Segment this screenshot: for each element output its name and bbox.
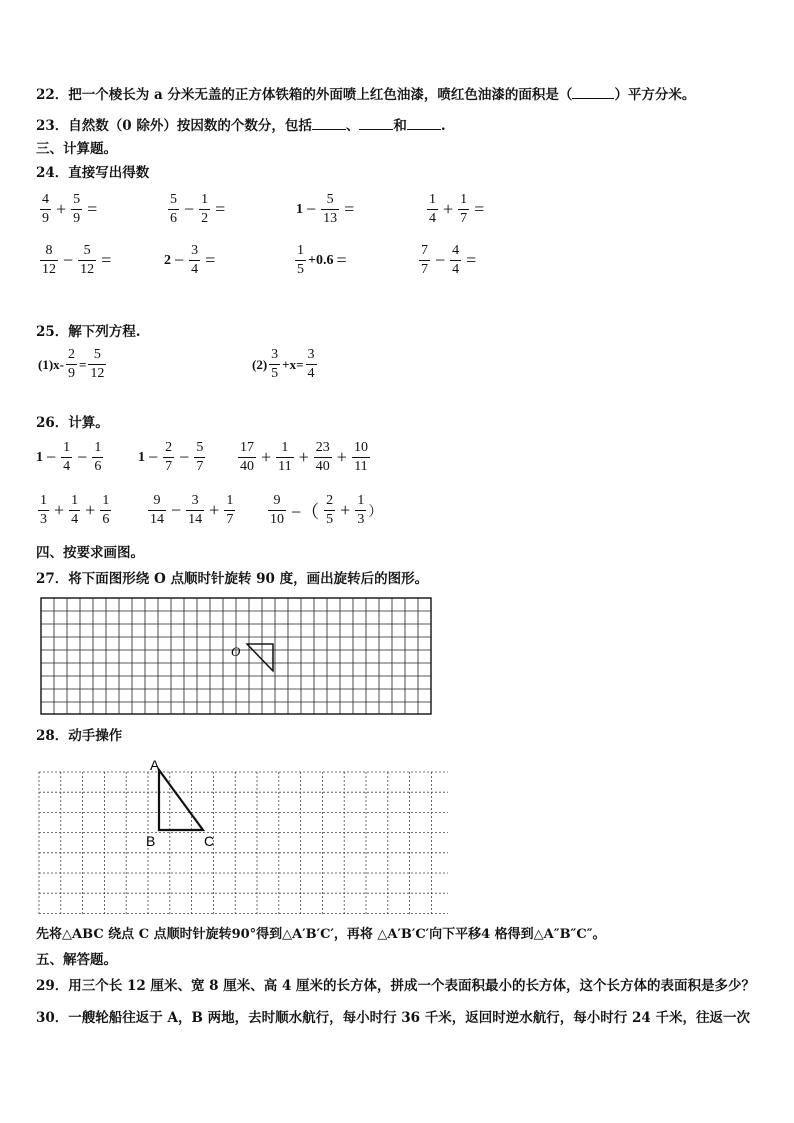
calc-item: $\frac{7}{7}$ − $\frac{4}{4}$ = [421,243,477,277]
section-5-heading: 五、解答题。 [36,952,117,968]
answer-blank[interactable] [407,117,441,130]
question-29: 29．用三个长 12 厘米、宽 8 厘米、高 4 厘米的长方体，拼成一个表面积最小的长方体，这个长方体的表面积是多少？ [36,978,756,994]
answer-blank[interactable] [359,117,393,130]
calc-item: 1 − $\frac{1}{4}$ − $\frac{1}{6}$ [36,440,102,474]
calc-item: $\frac{9}{10}$ −（ $\frac{2}{5}$ + $\frac{1}{3}$ ） [270,493,383,527]
question-30: 30．一艘轮船往返于 A，B 两地，去时顺水航行，每小时行 36 千米，返回时逆水航行，每小时行 24 千米，往返一次 [36,1010,750,1026]
calc-item: 2 − $\frac{3}{4}$ = [164,243,216,277]
transformation-grid[interactable] [38,752,450,916]
vertex-b-label: B [146,833,156,849]
calc-item: $\frac{9}{14}$ − $\frac{3}{14}$ + $\frac{1}{7}$ [150,493,234,527]
question-22: 22．把一个棱长为 a 分米无盖的正方体铁箱的外面喷上红色油漆，喷红色油漆的面积是（ ）平方分米。 [36,87,696,103]
answer-blank[interactable] [312,117,346,130]
calc-item: 1 − $\frac{2}{7}$ − $\frac{5}{7}$ [138,440,204,474]
rotation-grid[interactable] [40,597,434,717]
calc-item: $\frac{1}{4}$ + $\frac{1}{7}$ = [429,192,485,226]
equation-1: (1)x- $\frac{2}{9}$ = $\frac{5}{12}$ [38,347,105,381]
point-o-label: O [231,644,241,659]
section-3-heading: 三、计算题。 [36,141,117,157]
question-25-title: 25．解下列方程. [36,324,141,340]
calc-item: $\frac{1}{5}$ +0.6 = [297,243,347,277]
vertex-c-label: C [204,833,215,849]
question-23: 23．自然数（0 除外）按因数的个数分，包括 、 和 . [36,118,446,134]
question-28-title: 28．动手操作 [36,728,123,744]
calc-item: $\frac{4}{9}$ + $\frac{5}{9}$ = [42,192,98,226]
question-28-instruction: 先将△ABC 绕点 C 点顺时针旋转90°得到△A′B′C′，再将 △A′B′C′向下平移4 格得到△A″B″C″。 [36,927,606,942]
vertex-a-label: A [150,757,160,773]
equation-2: (2) $\frac{3}{5}$ +x= $\frac{3}{4}$ [252,347,315,381]
question-26-title: 26．计算。 [36,415,109,431]
section-4-heading: 四、按要求画图。 [36,545,144,561]
question-27-title: 27．将下面图形绕 O 点顺时针旋转 90 度，画出旋转后的图形。 [36,571,429,587]
question-24-title: 24．直接写出得数 [36,165,150,181]
calc-item: 1 − $\frac{5}{13}$ = [296,192,355,226]
answer-blank[interactable] [572,86,614,99]
calc-item: $\frac{1}{3}$ + $\frac{1}{4}$ + $\frac{1}{6}$ [40,493,110,527]
calc-item: $\frac{17}{40}$ + $\frac{1}{11}$ + $\frac{23}{40}$ + $\frac{10}{11}$ [240,440,368,474]
calc-item: $\frac{8}{12}$ − $\frac{5}{12}$ = [42,243,112,277]
triangle-abc [159,770,203,830]
calc-item: $\frac{5}{6}$ − $\frac{1}{2}$ = [170,192,226,226]
